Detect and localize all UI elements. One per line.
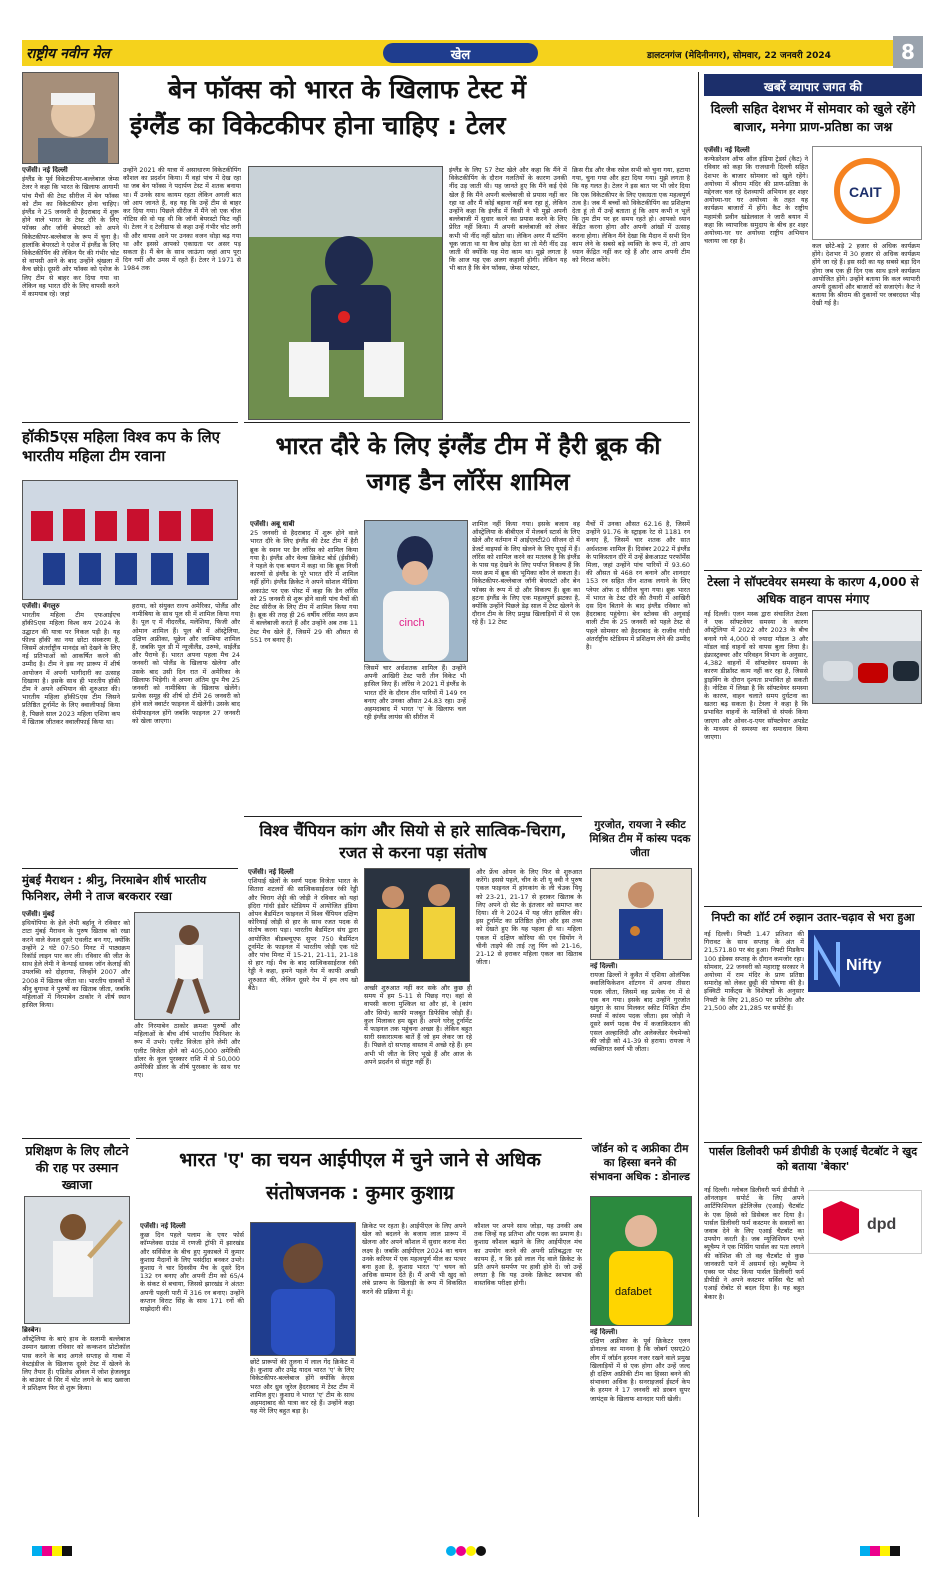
lawrence-col-2: जिसमें चार अर्धशतक शामिल हैं। उन्होंने अपनी आखिरी टेस्ट पारी तीन विकेट भी हासिल किए हैं। लॉरेंस ने 2021 में इंग्लैंड के भारत दौरे के दौरान तीन पारियों में 149 रन बनाए और उनका औसत 24.83 रहा। उन्हें अहमदाबाद में भारत 'ए' के खिलाफ चल रही इंग्लैंड लायंस की सीरीज में <box>364 664 466 722</box>
markets-headline: दिल्ली सहित देशभर में सोमवार को खुले रहेंगे बाजार, मनेगा प्राण-प्रतिष्ठा का जश्न <box>710 101 916 134</box>
footer-color-strip-right <box>860 1546 900 1556</box>
khawaja-photo <box>24 1196 130 1324</box>
hockey-col-2: हराया, को संयुक्त राज्य अमेरिका, पोलैंड और नामीबिया के साथ पूल सी में शामिल किया गया है। पूल ए में नीदरलैंड, मलेशिया, फिजी और ओमान शामिल हैं। पूल बी में ऑस्ट्रेलिया, दक्षिण अफ्रीका, यूक्रेन और जाम्बिया शामिल हैं, जबकि पूल डी में न्यूजीलैंड, उरुग्वे, थाईलैंड और पैराग्वे हैं। भारत अपना पहला मैच 24 जनवरी को पोलैंड के खिलाफ खेलेगा और उसके बाद उसी दिन रात में अमेरिका के खिलाफ भिड़ेगी। वे अपना अंतिम ग्रुप मैच 25 जनवरी को नामीबिया के खिलाफ खेलेंगे। प्रत्येक समूह की शीर्ष दो टीमें 26 जनवरी को होने वाले क्वार्टर फाइनल में खेलेंगी। उसके बाद सेमीफाइनल होंगे जबकि फाइनल 27 जनवरी को खेला जाएगा। <box>132 602 240 725</box>
sidebar-divider <box>698 72 699 1517</box>
donald-col-1 <box>590 1328 690 1512</box>
gurujot-col-1 <box>590 962 690 1134</box>
marathon-byline: एजेंसी। मुंबई <box>22 910 55 918</box>
iq-col-4: कौशल पर अपने साथ जोड़ा, यह उनकी अब तक जिन्हें यह प्रतिभा और पदक का प्रमाण है। कुशाग्र कौशल बढ़ाने के लिए आईपीएल मंच का उपयोग करने की अपनी प्रतिबद्धता पर कायम हैं, न कि इसे लाल गेंद वाले क्रिकेट के प्रति अपने समर्पण पर हावी होने दें। जो उन्हें लगता है कि यह उनके क्रिकेट स्वभाव की वास्तविक परीक्षा होगी। <box>474 1222 582 1288</box>
khawaja-col-1 <box>22 1326 130 1512</box>
khawaja-headline: प्रशिक्षण के लिए लौटने की राह पर उस्मान ख्वाजा <box>25 1143 129 1192</box>
marathon-col-1 <box>22 910 130 1135</box>
sidebar-title: खबरें व्यापार जगत की <box>764 80 862 94</box>
markets-col-2: कल छोटे-बड़े 2 हजार से अधिक कार्यक्रम होंगे। देशभर में 30 हजार से अधिक कार्यक्रम होंगे जा रहे हैं। इस सदी का यह सबसे बड़ा दिन होगा जब एक ही दिन एक साथ इतने कार्यक्रम आयोजित होंगे। उन्होंने बताया कि कल व्यापारी अपनी दुकानों और बाजारों को सजाएंगे। कैट ने बताया कि श्रीराम की दुकानों पर जबरदस्त भीड़ देखी गई है। <box>812 242 920 308</box>
tesla-rule <box>704 570 922 571</box>
hockey-col-1 <box>22 602 120 865</box>
iq-photo <box>250 1222 356 1356</box>
foakes-headline-1: बेन फॉक्स को भारत के खिलाफ टेस्ट में <box>168 75 527 104</box>
gurujot-headline: गुरजोत, रायजा ने स्कीट मिश्रित टीम में कांस्य पदक जीता <box>589 819 691 859</box>
section-label: खेल <box>450 48 471 63</box>
foakes-col-3: इंग्लैंड के लिए 57 टेस्ट खेले और कहा कि मैंने में विकेटकीपिंग के दौरान गलतियों के कारण उनकी नींद उड़ जाती थी। यह जानते हुए कि मैंने कई ऐसे खेल हैं कि मैंने अपनी बल्लेबाजी से प्रयास नहीं कर रहा था और मैं कोई बहाना नहीं बना रहा हूं, लेकिन उन्होंने कहा कि इंग्लैंड में किसी ने भी मुझे अपनी बल्लेबाजी में सुधार करने का प्रयास करने के लिए प्रेरित नहीं किया। मैं अपनी बल्लेबाजी को लेकर कभी भी नींद नहीं खोता था। लेकिन अगर मैं स्टंपिंग चूक जाता था या कैच छोड़ देता था तो मेरी नींद उड़ जाती थी क्योंकि यह मेरा काम था। मुझे लगता है कि आज यह एक अलग कहानी होगी। लेकिन यह भी बात है कि बेन फॉक्स, जेम्स फोस्टर, <box>449 166 567 273</box>
dateline: डालटनगंज (मेदिनीनगर), सोमवार, 22 जनवरी 2024 <box>647 51 831 61</box>
donald-text-1: दक्षिण अफ्रीका के पूर्व क्रिकेटर एलन डोनाल्ड का मानना है कि जोबर्ग एसए20 लीग में जॉर्डन हरमन नजर रखने वाले प्रमुख खिलाड़ियों में से एक होगा और उन्हें जल्द ही दक्षिण अफ्रीकी टीम का हिस्सा बनने की संभावना अधिक है। सनराइजर्स ईस्टर्न केप के हरमन ने 17 जनवरी को डरबन सुपर जायंट्स के खिलाफ शानदार पारी खेली। <box>590 1337 690 1403</box>
nifty-logo-text: Nifty <box>846 957 882 974</box>
donald-headline: जॉर्डन को द अफ्रीका टीम का हिस्सा बनने की संभावना अधिक : डोनाल्ड <box>590 1143 690 1183</box>
nifty-rule <box>704 906 922 907</box>
dpd-logo <box>808 1190 922 1254</box>
lawrence-col-3: शामिल नहीं किया गया। इसके बजाय वह ऑस्ट्रेलिया के बीबीएल में मेलबर्न स्टार्स के लिए खेले और वर्तमान में आईएलटी20 सीजन दो में डेजर्ट वाइपर्स के लिए खेलने के लिए यूएई में हैं। लॉरेंस को शामिल करने का मतलब है कि इंग्लैंड के पास यह देखने के लिए पर्याप्त विकल्प हैं कि मध्य क्रम में ब्रूक की भूमिका कौन ले सकता है। विकेटकीपर-बल्लेबाज जॉनी बेयरस्टो और बेन फॉक्स के रूप में दो और विकल्प हैं। ब्रूक का हटना इंग्लैंड के लिए एक महत्वपूर्ण झटका है, क्योंकि उन्होंने पिछले डेढ़ साल में टेस्ट खेलने के दौरान टीम के लिए प्रमुख खिलाड़ियों में से एक रहे हैं। 12 टेस्ट <box>472 520 580 627</box>
dpd-text: नई दिल्ली। ग्लोबल डिलीवरी फर्म डीपीडी ने ऑनलाइन सपोर्ट के लिए अपने आर्टिफिशियल इंटेलिजेंस (एआई) चैटबॉट के एक हिस्से को डिसेबल कर दिया है। पार्सल डिलीवरी फर्म कस्टमर के सवालों का जवाब देने के लिए एआई चैटबॉट का उपयोग करती है। जब म्यूजिशियन एश्ले ब्यूचैम्प ने एक मिसिंग पार्सल का पता लगाने की कोशिश की तो वह चैटबॉट से कुछ जानकारी पाने में असमर्थ रहे। ब्यूचैम्प ने एक्स पर पोस्ट किया पार्सल डिलीवरी फर्म डीपीडी ने अपने कस्टमर सर्विस चैट को एआई रोबोट से बदल दिया है। यह बहुत बेकार है। <box>704 1186 804 1301</box>
iq-col-1 <box>140 1222 244 1512</box>
hockey-team-photo <box>22 480 238 600</box>
hockey-byline: एजेंसी। बेंगलुरु <box>22 602 60 610</box>
satwik-rule <box>244 816 582 817</box>
iq-headline: भारत 'ए' का चयन आईपीएल में चुने जाने से अधिक संतोषजनक : कुमार कुशाग्र <box>179 1149 541 1204</box>
hockey-rule <box>22 422 238 423</box>
lawrence-photo-brand: cinch <box>399 617 425 629</box>
gurujot-text-1: रायजा ढिल्लों ने कुवैत में एशिया ओलंपिक क्वालिफिकेशन शॉटगन में अपना तीसरा पदक जीता, जिसमें वह प्रत्येक रंग में से एक बन गया। इसके बाद उन्होंने गुरजोत खंगुरा के साथ मिलकर स्कीट मिश्रित टीम स्पर्धा में कांस्य पदक जीता। इस जोड़ी ने दूसरे स्वर्ण पदक मैच में कजाकिस्तान की एसल अल्हालिदी और अलेक्जेंडर येचमेन्को की जोड़ी को 41-39 से हराया। रायजा ने व्यक्तिगत स्वर्ण भी जीता। <box>590 971 690 1054</box>
tesla-text-a: नई दिल्ली। एलन मस्क द्वारा संचालित टेस्ला ने एक सॉफ्टवेयर समस्या के कारण ऑस्ट्रेलिया में 2022 और 2023 के बीच बनाये गये 4,000 से ज्यादा मॉडल 3 और मॉडल वाई वाहनों को वापस बुला लिया है। इंफ्रास्ट्रक्चर और परिवहन विभाग के अनुसार, 4,382 वाहनों में सॉफ्टवेयर समस्या के कारण डीफ्रॉस्ट काम नहीं कर रहा है, जिससे ड्राइविंग के दौरान दृश्यता प्रभावित हो सकती है। नोटिस में लिखा है कि सॉफ्टवेयर समस्या के कारण, वाहन चलाते समय दुर्घटना का खतरा बढ़ सकता है। टेस्ला ने कहा है कि प्रभावित वाहनों के मालिकों से संपर्क किया जाएगा और ओवर-द-एयर सॉफ्टवेयर अपडेट के माध्यम से समस्या का समाधान किया जाएगा। <box>704 610 808 742</box>
dpd-rule <box>704 1142 922 1143</box>
nifty-text: नई दिल्ली। निफ्टी 1.47 प्रतिशत की गिरावट के साथ सप्ताह के अंत में 21,571.80 पर बंद हुआ। निफ्टी मिडकैप 100 इंडेक्स सप्ताह के दौरान कमजोर रहा। सोमवार, 22 जनवरी को महाराष्ट्र सरकार ने अयोध्या में राम मंदिर के प्राण प्रतिष्ठा समारोह को लेकर छुट्टी की घोषणा की है। इक्विटी मार्केट्स के विशेषज्ञों के अनुसार निफ्टी के लिए 21,850 पर प्रतिरोध और 21,500 और 21,285 पर सपोर्ट हैं। <box>704 930 804 1012</box>
khawaja-text-1: ऑस्ट्रेलिया के बाएं हाथ के सलामी बल्लेबाज उस्मान ख्वाजा रविवार को कन्कशन प्रोटोकॉल पास करने के बाद अगले सप्ताह से गाबा में वेस्टइंडीज के खिलाफ दूसरे टेस्ट में खेलने के लिए तैयार हैं। एडिलेड ओवल में जोश हेजलवुड के बाउंसर से सिर में चोट लगने के बाद ख्वाजा ने प्रशिक्षण फिर से शुरू किया। <box>22 1335 130 1393</box>
paper-name: राष्ट्रीय नवीन मेल <box>26 46 110 62</box>
lawrence-photo <box>364 520 468 662</box>
markets-col-1 <box>704 146 808 566</box>
lawrence-byline: एजेंसी। अबू धाबी <box>250 520 295 528</box>
satwik-col-1 <box>248 868 358 1134</box>
satwik-col-3: और फ्रेंच ओपन के लिए फिर से शुरुआत करेंगे। इससे पहले, चीन के शी यू क्वी ने पुरुष एकल फाइनल में हांगकांग के ली चेउक यियू को 23-21, 21-17 से हराकर खिताब के लिए अपने दो सेट के इंतजार को समाप्त कर दिया। शी ने 2024 में यह जीत हासिल की। इस टूर्नामेंट का प्रतिष्ठित होना और इस तथ्य को देखते हुए कि यह पहला ही था। महिला एकल में दक्षिण कोरिया की एन सियोंग ने चीनी ताइपे की ताई त्ज़ु यिंग को 21-16, 21-12 से हराकर महिला एकल का खिताब जीता। <box>476 868 582 967</box>
donald-photo <box>590 1196 692 1326</box>
foakes-photo <box>248 166 443 420</box>
marathon-rule <box>22 868 238 869</box>
donald-byline: नई दिल्ली। <box>590 1328 618 1336</box>
iq-rule <box>136 1138 582 1139</box>
lawrence-rule <box>244 422 690 423</box>
nifty-headline: निफ्टी का शॉर्ट टर्म रुझान उतार-चढ़ाव से भरा हुआ <box>711 911 915 924</box>
footer-color-strip-left <box>32 1546 72 1556</box>
satwik-headline: विश्व चैंपियन कांग और सियो से हारे सात्विक-चिराग, रजत से करना पड़ा संतोष <box>259 821 567 862</box>
cait-logo <box>812 146 922 240</box>
gurujot-photo <box>590 868 692 960</box>
satwik-photo <box>364 868 470 982</box>
taylor-photo <box>22 72 119 164</box>
satwik-byline: एजेंसी। नई दिल्ली <box>248 868 294 876</box>
foakes-col-4: क्रिस रीड और जैक रसेल सभी को चुना गया, हटाया गया, चुना गया और हटा दिया गया। मुझे लगता है कि यह गलत है। टेलर ने इस बात पर भी जोर दिया कि एक विकेटकीपर के लिए एकाग्रता एक महत्वपूर्ण तत्व है। जब मैं बच्चों को विकेटकीपिंग का प्रशिक्षण देता हूं तो मैं उन्हें बताता हूं कि आप कभी न भूलें कि तुम टीम पर हर समय रहते हो। आपको ध्यान केंद्रित करना होगा और अपनी आंखों में उत्साह करना होगा। लेकिन मैंने देखा कि मैदान में सभी दिन काम लेने के सबसे बड़े व्यक्ति के रूप में, तो आप ध्यान केंद्रित नहीं कर रहे हैं और आप अपनी टीम को निराश करेंगे। <box>572 166 690 265</box>
iq-text-1: कुछ दिन पहले पलाम के एयर फोर्स कॉम्प्लेक्स ग्राउंड में रणजी ट्रॉफी में झारखंड और सर्विसेज के बीच हुए मुकाबले में कुमार कुशाग्र मैदानों के लिए पसंदीदा बनकर उभरे। कुशाग्र ने चार दिवसीय मैच के दूसरे दिन 132 रन बनाए और अपनी टीम को 65/4 के संकट से बचाया, जिससे झारखंड ने अंततः अपनी पहली पारी में 316 रन बनाए। उन्होंने कप्तान विराट सिंह के साथ 171 रनों की साझेदारी की। <box>140 1231 244 1314</box>
iq-col-3: क्रिकेट पर रहता है। आईपीएल के लिए अपने खेल को बदलने के बजाय लाल प्रारूप में खेलना और अपने कौशल में सुधार करना मेरा लक्ष्य है। जबकि आईपीएल 2024 का चयन उनके करियर में एक महत्वपूर्ण मील का पत्थर बना हुआ है, कुशाग्र भारत 'ए' चयन को अधिक सम्मान देते हैं। मैं अभी भी खुद को लंबे प्रारूप के खिलाड़ी के रूप में विकसित करने की प्रक्रिया में हूं। <box>362 1222 466 1296</box>
marathon-headline: मुंबई मैराथन : श्रीनु, निरमाबेन शीर्ष भारतीय फिनिशर, लेमी ने ताज बरकरार रखा <box>22 873 207 903</box>
foakes-text-1: इंग्लैंड के पूर्व विकेटकीपर-बल्लेबाज जेम्स टेलर ने कहा कि भारत के खिलाफ आगामी पांच मैचों की टेस्ट सीरीज में बेन फॉक्स को टीम का विकेटकीपर होना चाहिए। इंग्लैंड ने 25 जनवरी से हैदराबाद में शुरू होने वाले भारत के टेस्ट दौरे के लिए फॉक्स और जॉनी बेयरस्टो को अपने विकेटकीपर-बल्लेबाज के रूप में चुना है। हालांकि बेयरस्टो ने एशेज में इंग्लैंड के लिए विकेटकीपिंग की लेकिन पैर की गंभीर चोट से वापसी आने के बाद उन्होंने श्रृंखला में कैच छोड़े। दूसरी ओर फॉक्स को एशेज के लिए टीम से बाहर कर दिया गया था लेकिन वह भारत दौरे के लिए वापसी करने में कामयाब रहे। जहां <box>22 175 119 299</box>
nifty-logo <box>808 930 920 992</box>
page-number: 8 <box>901 40 915 64</box>
foakes-col-2: उन्होंने 2021 की यात्रा में असाधारण विकेटकीपिंग कौशल का प्रदर्शन किया। मैं वहां पांच में देख रहा था जब बेन फॉक्स ने पदार्पण टेस्ट में शतक बनाया था। मैं उनके साथ कायम रहता लेकिन अगली बात जो आप जानते हैं, वह यह कि उन्हें टीम से बाहर कर दिया गया। पिछले सीरीज में मैंने जो एक चीज नोटिस की वो यह थी कि जॉनी बेयरस्टो फिट नहीं थे। टेलर ने द टेलीग्राफ से कहा उन्हें गंभीर चोट लगी थी और वापस आने पर उनका वजन थोड़ा बढ़ गया था और इससे आपको एकाग्रता पर असर पड़ सकता है। मैं बेन के साथ जाऊंगा जहां आप पूरा दिन गर्मी और उमस में रहते हैं। टेलर ने 1971 से 1984 तक <box>123 166 241 273</box>
foakes-byline: एजेंसी। नई दिल्ली <box>22 166 68 174</box>
marathon-col-2: और निरमाबेन ठाकोर क्रमशः पुरुषों और महिलाओं के बीच शीर्ष भारतीय फिनिशर के रूप में उभरे। एलीट विजेता होने लेमी और एलीट विजेता होने को 405,000 अमेरिकी डॉलर के कुल पुरस्कार राशि में से 50,000 अमेरिकी डॉलर के शीर्ष पुरस्कार के साथ घर गए। <box>134 1022 240 1080</box>
donald-photo-brand: dafabet <box>615 1286 652 1298</box>
dpd-logo-text: dpd <box>867 1216 897 1233</box>
foakes-headline-2: इंग्लैंड का विकेटकीपर होना चाहिए : टेलर <box>130 111 506 140</box>
footer-color-strip-center <box>446 1546 486 1556</box>
lawrence-text-1: 25 जनवरी से हैदराबाद में शुरू होने वाले भारत दौरे के लिए इंग्लैंड की टेस्ट टीम में हैरी ब्रूक के स्थान पर डैन लॉरेंस को शामिल किया गया है। इंग्लैंड और वेल्स क्रिकेट बोर्ड (ईसीबी) ने पहले के एक बयान में कहा था कि ब्रूक निजी कारणों से इंग्लैंड के पूरे भारत दौरे में शामिल नहीं होंगे। इंग्लैंड क्रिकेट ने अपने सोशल मीडिया अकाउंट पर एक पोस्ट में कहा कि डैन लॉरेंस को 25 जनवरी से शुरू होने वाली पांच मैचों की टेस्ट सीरीज के लिए टीम में शामिल किया गया है। ब्रूक की तरह ही 26 वर्षीय लॉरेंस मध्य क्रम में बल्लेबाजी करते हैं और उन्होंने अब तक 11 टेस्ट मैच खेले हैं, जिसमें 29 की औसत से 551 रन बनाए हैं। <box>250 529 358 644</box>
dpd-headline: पार्सल डिलीवरी फर्म डीपीडी के एआई चैटबॉट ने खुद को बताया 'बेकार' <box>708 1145 918 1173</box>
gurujot-byline: नई दिल्ली। <box>590 962 618 970</box>
foakes-col-1 <box>22 166 119 418</box>
khawaja-rule <box>22 1138 130 1139</box>
tesla-photo <box>812 610 922 704</box>
lawrence-headline: भारत दौरे के लिए इंग्लैंड टीम में हैरी ब्रूक की जगह डैन लॉरेंस शामिल <box>275 432 661 496</box>
lawrence-col-4: मैचों में उनका औसत 62.16 है, जिसमें उन्होंने 91.76 के स्ट्राइक रेट से 1181 रन बनाए हैं, जिसमें चार शतक और सात अर्धशतक शामिल हैं। दिसंबर 2022 में इंग्लैंड के पाकिस्तान दौरे में उन्हें ब्रेकआउट परफॉर्मेंस मिला, जहां उन्होंने पांच पारियों में 93.60 की औसत से 468 रन बनाने और शानदार 153 रन सहित तीन शतक लगाने के लिए प्लेयर ऑफ द सीरीज चुना गया। ब्रूक भारत में भारत के टेस्ट दौरे की तैयारी में आखिरी दस दिन बिताने के बाद इंग्लैंड रविवार को हैदराबाद पहुंचेगा। बेन स्टोक्स की अगुवाई वाली टीम के 25 जनवरी को पहले टेस्ट से पहले सोमवार को हैदराबाद के राजीव गांधी अंतर्राष्ट्रीय स्टेडियम में प्रशिक्षण लेने की उम्मीद है। <box>586 520 690 652</box>
iq-col-2: छोटे प्रारूपों की तुलना में लाल गेंद क्रिकेट में है। कुशाग्र और उपेंद्र यादव भारत 'ए' के लिए विकेटकीपर-बल्लेबाज होंगे क्योंकि केएस भरत और ध्रुव जुरेल हैदराबाद में टेस्ट टीम में शामिल हुए। कुशाग्र ने भारत 'ए' टीम के साथ अहमदाबाद की यात्रा कर रहे हैं। उन्होंने कहा यह मेरे लिए बहुत बड़ा है। <box>250 1358 354 1416</box>
iq-byline: एजेंसी। नई दिल्ली <box>140 1222 186 1230</box>
marathon-photo <box>134 912 240 1020</box>
satwik-col-2: अच्छी शुरुआत नहीं कर सके और कुछ ही समय में हम 5-11 से पिछड़ गए। वहां से वापसी करना मुश्किल था और हां, वे (कांग और सियो) काफी मजबूत डिफेंसिव जोड़ी हैं। कुल मिलाकर हम खुश हैं। अपने घरेलू टूर्नामेंट में फाइनल तक पहुंचना अच्छा है। लेकिन बहुत सारी सकारात्मक बातें हैं जो हम लेकर जा रहे हैं। पिछले दो सप्ताह वास्तव में अच्छे रहे हैं। हम अभी भी जीत के लिए भूखे हैं और आज के अपने प्रदर्शन से संतुष्ट नहीं हैं। <box>364 984 472 1066</box>
lawrence-col-1 <box>250 520 358 812</box>
hockey-text-1: भारतीय महिला टीम एफआईएच हॉकी5एस महिला विश्व कप 2024 के उद्घाटन की यात्रा पर निकल पड़ी है। यह फील्ड हॉकी का नया छोटा संस्करण है, जिसमें अंतर्राष्ट्रीय मानदंड को देखने के लिए नई प्रतिभाओं को आकर्षित करने की उम्मीद है। टीम ने इस नए प्रारूप में शीर्ष आयोजन में अपनी भागीदारी का उत्साह दिखाया है। इसके साथ ही भारतीय हॉकी टीम ने अपने अभियान की शुरुआत की। भारतीय महिला हॉकी5एस टीम जिसने प्रतिष्ठित टूर्नामेंट के लिए क्वालीफाई किया है, पिछले साल 2023 महिला एशिया कप में खिताब जीतकर क्वालीफाई किया था। <box>22 611 120 726</box>
khawaja-byline: ब्रिस्बेन। <box>22 1326 42 1334</box>
marathon-text-1: इथियोपिया के हेले लेमी बर्हानू ने रविवार को टाटा मुंबई मैराथन के पुरुष खिताब को रखा करने वाले केवल दूसरे एथलीट बन गए, क्योंकि उन्होंने 2 घंटे 07:50 मिनट में पाठ्यक्रम रिकॉर्ड लाइन पार कर ली। रविवार की जीत के साथ हेले लेमी ने केन्याई धावक जॉन केलाई की उपलब्धि को दोहराया, जिन्होंने 2007 और 2008 में खिताब जीता था। भारतीय धावकों में श्रीनु बुगाथा ने पुरुषों का खिताब जीता, जबकि महिलाओं में निरमाबेन ठाकोर ने शीर्ष स्थान हासिल किया। <box>22 919 130 1010</box>
cait-logo-text: CAIT <box>849 184 882 200</box>
tesla-headline: टेस्ला ने सॉफ्टवेयर समस्या के कारण 4,000 से अधिक वाहन वापस मंगाए <box>707 575 919 606</box>
markets-byline: एजेंसी। नई दिल्ली <box>704 146 750 154</box>
satwik-text-1: एशियाई खेलों के स्वर्ण पदक विजेता भारत के सितारा शटलरों की सात्विकसाईराज रंकी रेड्डी और चिराग शेट्टी की जोड़ी ने रविवार को यहां इंदिरा गांधी इंडोर स्टेडियम में आयोजित इंडिया ओपन बैडमिंटन फाइनल में विश्व चैंपियन दक्षिण कोरियाई जोड़ी से हार के साथ रजत पदक से संतोष करना पड़ा। भारतीय बैडमिंटन संघ द्वारा आयोजित बीडब्ल्यूएफ सुपर 750 बैडमिंटन टूर्नामेंट के फाइनल में भारतीय जोड़ी एक घंटे और पांच मिनट में 15-21, 21-11, 21-18 से हार गई। मैच के बाद सात्विकसाईराज रंकी रेड्डी ने कहा, हमने पहले गेम में काफी अच्छी शुरुआत की, लेकिन दूसरे गेम में हम लय खो बैठे। <box>248 877 358 992</box>
markets-text-1: कन्फेडरेशन ऑफ ऑल इंडिया ट्रेडर्स (कैट) ने रविवार को कहा कि राजधानी दिल्ली सहित देशभर के बाजार सोमवार को खुले रहेंगे। अयोध्या में श्रीराम मंदिर की प्राण-प्रतिष्ठा के मद्देनजर चल रहे देशव्यापी अभियान हर शहर अयोध्या-घर घर अयोध्या के तहत यह कार्यक्रम बाजारों में होंगे। कैट के राष्ट्रीय महामंत्री प्रवीन खंडेलवाल ने जारी बयान में कहा कि व्यापारिक समुदाय के बीच हर शहर अयोध्या-घर घर अयोध्या राष्ट्रीय अभियान चलाया जा रहा है। <box>704 155 808 246</box>
hockey-headline: हॉकी5एस महिला विश्व कप के लिए भारतीय महिला टीम रवाना <box>22 428 220 465</box>
